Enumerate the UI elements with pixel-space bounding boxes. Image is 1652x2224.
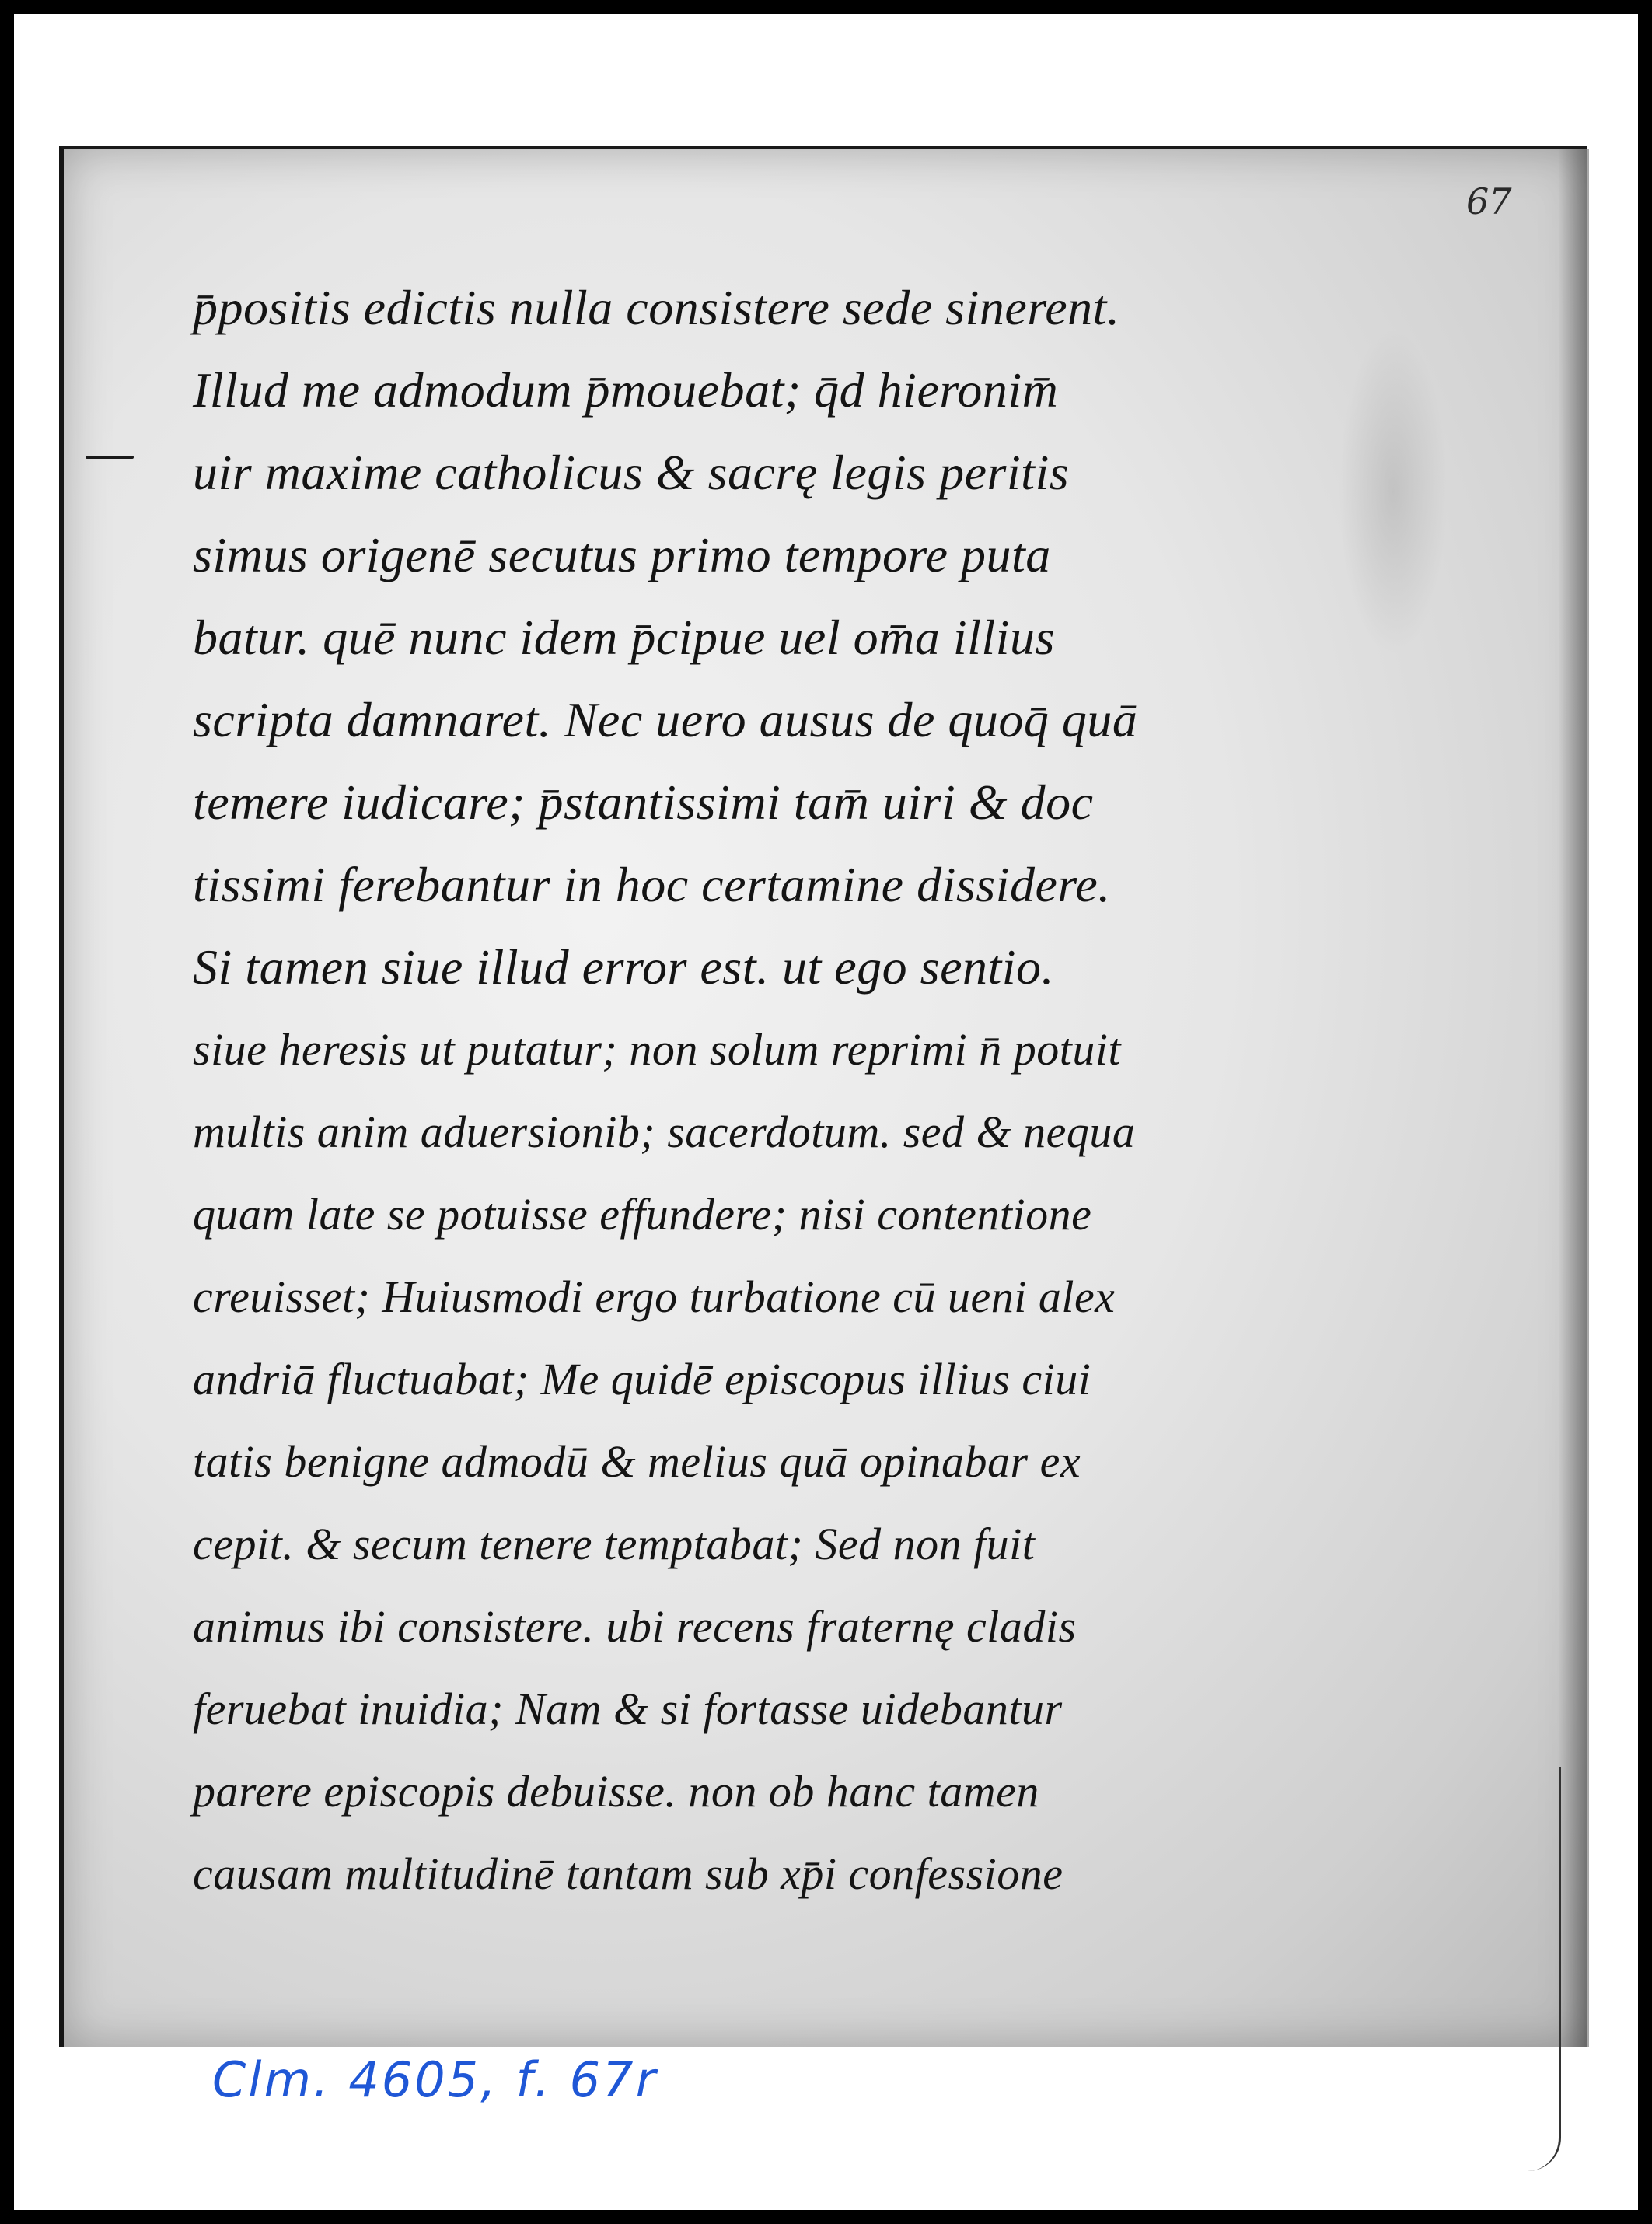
- text-line: causam multitudinē tantam sub xp̄i confessione: [193, 1848, 1063, 1899]
- shelfmark-label: Clm. 4605, f. 67r: [212, 2051, 658, 2108]
- text-line: batur. quē nunc idem p̄cipue uel om̄a illius: [193, 610, 1055, 665]
- text-line: tissimi ferebantur in hoc certamine dissidere.: [193, 857, 1111, 912]
- text-line: andriā fluctuabat; Me quidē episcopus illius ciui: [193, 1354, 1091, 1404]
- text-line: siue heresis ut putatur; non solum reprimi n̄ potuit: [193, 1024, 1122, 1075]
- photo-frame: [14, 14, 1638, 2210]
- text-line: simus origenē secutus primo tempore puta: [193, 527, 1051, 582]
- text-line: animus ibi consistere. ubi recens fraternę cladis: [193, 1601, 1077, 1652]
- text-line: uir maxime catholicus & sacrę legis peritis: [193, 445, 1070, 500]
- text-line: parere episcopis debuisse. non ob hanc tamen: [193, 1766, 1039, 1817]
- text-line: scripta damnaret. Nec uero ausus de quoq̄ quā: [193, 692, 1138, 747]
- text-line: tatis benigne admodū & melius quā opinabar ex: [193, 1436, 1081, 1487]
- folio-edge: [1528, 1767, 1561, 2171]
- text-line: feruebat inuidia; Nam & si fortasse uidebantur: [193, 1684, 1063, 1734]
- margin-mark: [86, 456, 134, 459]
- manuscript-text: [193, 267, 1406, 1915]
- text-line: multis anim aduersionib; sacerdotum. sed & nequa: [193, 1107, 1136, 1157]
- text-line: Si tamen siue illud error est. ut ego sentio.: [193, 939, 1055, 995]
- text-line: Illud me admodum p̄mouebat; q̄d hieronim̄: [193, 362, 1059, 418]
- text-line: p̄positis edictis nulla consistere sede sinerent.: [193, 280, 1120, 335]
- folio-number: 67: [1466, 180, 1512, 222]
- text-line: cepit. & secum tenere temptabat; Sed non fuit: [193, 1519, 1036, 1569]
- text-line: creuisset; Huiusmodi ergo turbatione cū ueni alex: [193, 1271, 1116, 1322]
- text-line: quam late se potuisse effundere; nisi contentione: [193, 1189, 1092, 1240]
- text-line: temere iudicare; p̄stantissimi tam̄ uiri & doc: [193, 775, 1094, 830]
